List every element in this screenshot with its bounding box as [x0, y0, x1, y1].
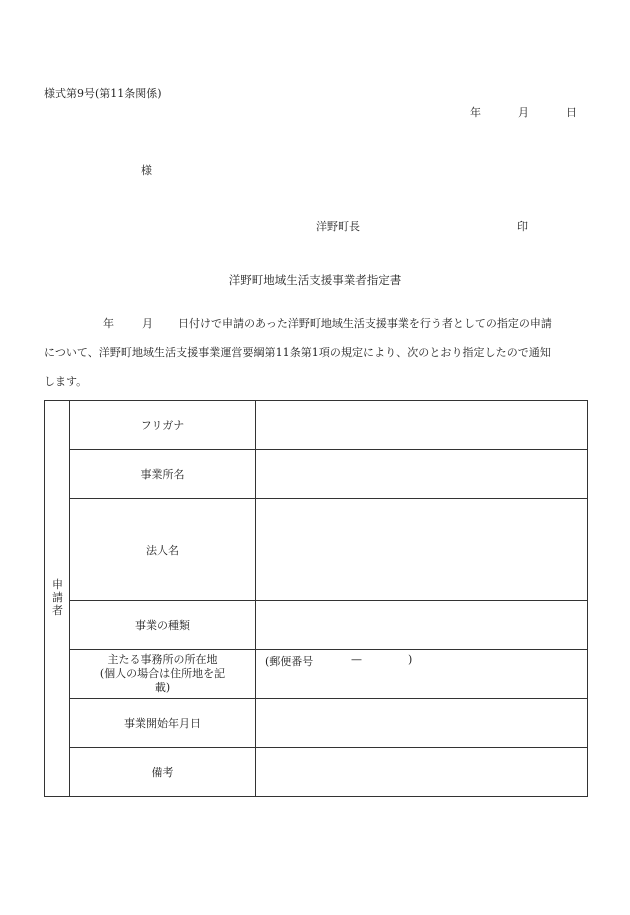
form-number: 様式第9号(第11条関係)	[44, 87, 162, 100]
applicant-table	[44, 400, 588, 797]
side-label-char: 申	[52, 578, 63, 591]
main-office-address-label	[70, 650, 256, 698]
table-row-furigana	[70, 401, 587, 450]
table-row-office-name	[70, 450, 587, 499]
address-label-line: (個人の場合は住所地を記	[99, 667, 226, 680]
remarks-label: 備考	[70, 748, 256, 796]
table-row-remarks	[70, 748, 587, 796]
table-row-start-date	[70, 699, 587, 748]
postal-code-dash: —	[351, 653, 362, 666]
issuer-title: 洋野町長	[316, 220, 360, 233]
side-label-char: 請	[52, 591, 63, 604]
main-office-address-field[interactable]	[256, 650, 587, 698]
corporation-name-field[interactable]	[256, 499, 587, 600]
start-date-label: 事業開始年月日	[70, 699, 256, 747]
table-row-corporation-name	[70, 499, 587, 601]
body-year-label: 年	[103, 317, 114, 330]
postal-code-close: )	[408, 653, 413, 666]
body-line-2: について、洋野町地域生活支援事業運営要綱第11条第1項の規定により、次のとおり指定したので通知	[44, 346, 551, 359]
seal-mark: 印	[517, 220, 528, 233]
address-label-line: 主たる事務所の所在地	[107, 653, 218, 666]
start-date-field[interactable]	[256, 699, 587, 747]
office-name-field[interactable]	[256, 450, 587, 498]
furigana-label: フリガナ	[70, 401, 256, 449]
document-title: 洋野町地域生活支援事業者指定書	[228, 273, 402, 287]
applicant-side-label	[45, 578, 70, 617]
business-type-label: 事業の種類	[70, 601, 256, 649]
side-label-char: 者	[52, 604, 63, 617]
office-name-label: 事業所名	[70, 450, 256, 498]
table-row-main-office-address	[70, 650, 587, 699]
corporation-name-label: 法人名	[70, 499, 256, 600]
postal-code-label: (郵便番号	[265, 655, 314, 668]
date-day-label: 日	[566, 106, 577, 119]
business-type-field[interactable]	[256, 601, 587, 649]
date-year-label: 年	[470, 106, 481, 119]
remarks-field[interactable]	[256, 748, 587, 796]
applicant-side-column	[45, 401, 70, 796]
body-line-3: します。	[44, 375, 88, 388]
address-label-line: 載)	[154, 681, 171, 694]
addressee-suffix: 様	[141, 164, 152, 177]
date-month-label: 月	[518, 106, 529, 119]
table-row-business-type	[70, 601, 587, 650]
body-line-1-text: 日付けで申請のあった洋野町地域生活支援事業を行う者としての指定の申請	[178, 317, 552, 330]
furigana-field[interactable]	[256, 401, 587, 449]
body-month-label: 月	[142, 317, 153, 330]
